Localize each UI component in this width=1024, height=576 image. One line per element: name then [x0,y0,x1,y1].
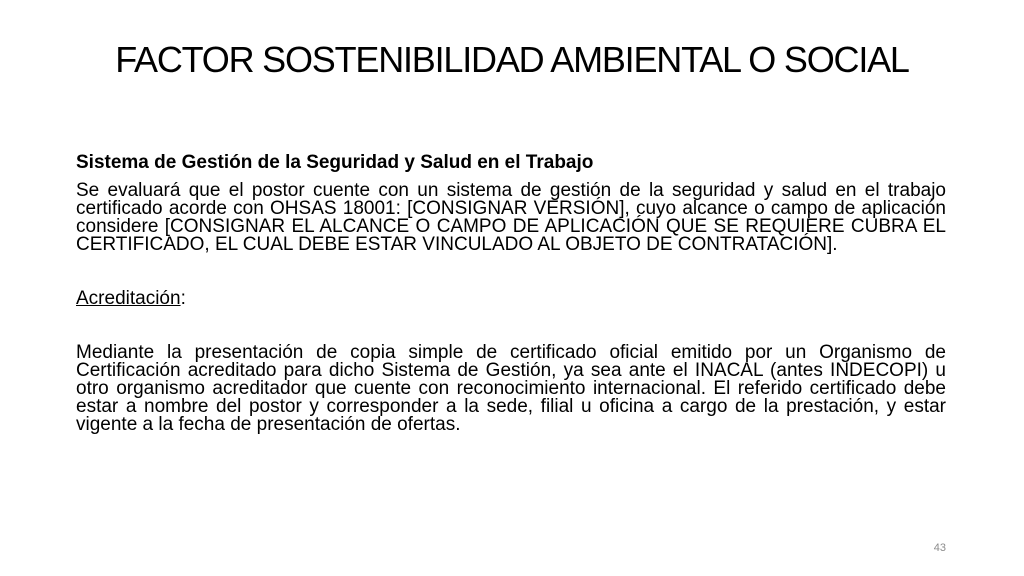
acreditacion-heading [76,288,946,310]
slide-body [76,152,946,434]
slide-title: FACTOR SOSTENIBILIDAD AMBIENTAL O SOCIAL [115,39,909,80]
section-subheading: Sistema de Gestión de la Seguridad y Salud en el Trabajo [76,152,594,173]
page-number: 43 [933,542,946,554]
acreditacion-paragraph: Mediante la presentación de copia simple de certificado oficial emitido por un Organismo de Certificación acreditado para dicho Sistema de Gestión, ya sea ante el INACAL (antes INDECOPI) u otro organismo acreditador que cuente con reconocimiento internacional. El referido certificado debe estar a nombre del postor y corresponder a la sede, filial u oficina a cargo de la prestación, y estar vigente a la fecha de presentación de ofertas. [76,342,946,435]
acreditacion-label: Acreditación [76,288,181,309]
evaluation-paragraph: Se evaluará que el postor cuente con un sistema de gestión de la seguridad y salud en el trabajo certificado acorde con OHSAS 18001: [CONSIGNAR VERSIÓN], cuyo alcance o campo de aplicación considere [CONSIGNAR EL ALCANCE O CAMPO DE APLICACIÓN QUE SE REQUIERE CUBRA EL CERTIFICADO, EL CUAL DEBE ESTAR VINCULADO AL OBJETO DE CONTRATACIÓN]. [76,180,946,255]
acreditacion-colon: : [180,288,186,309]
